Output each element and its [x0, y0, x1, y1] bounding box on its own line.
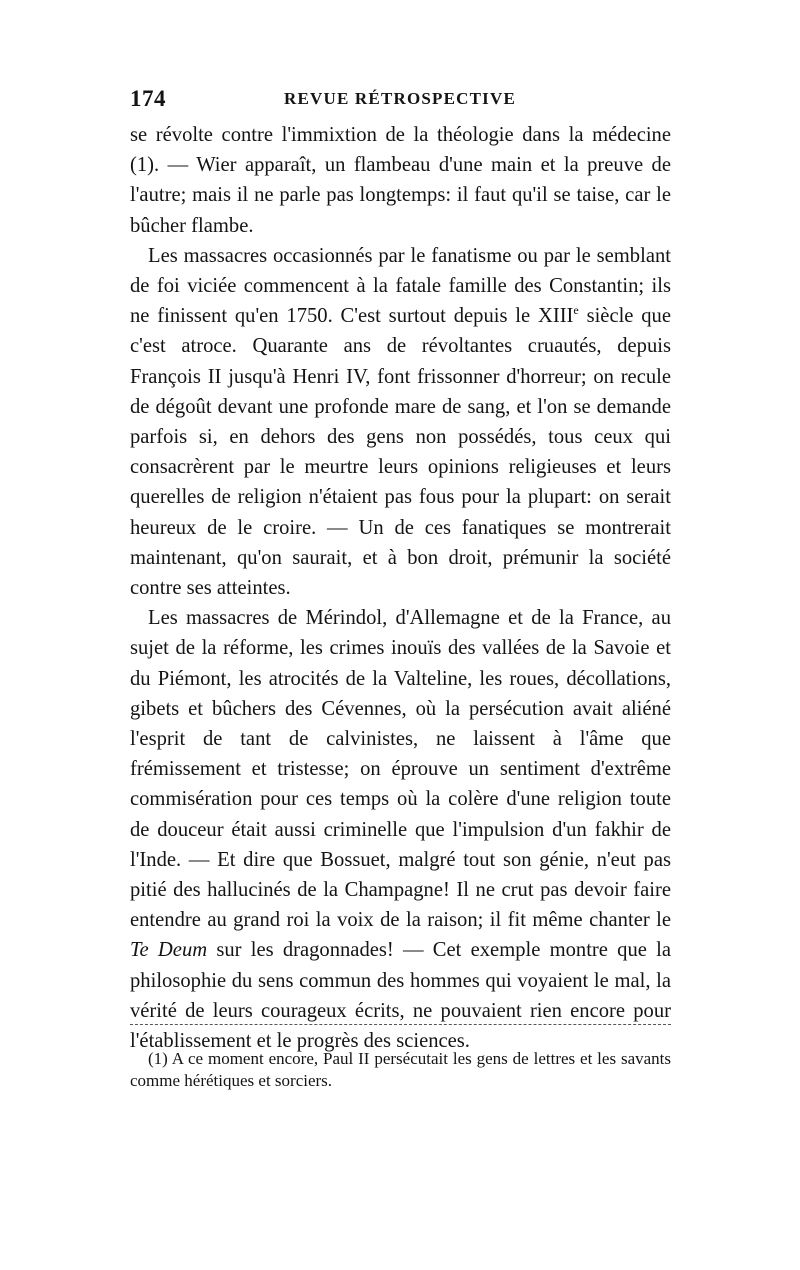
- page-number: 174: [130, 86, 166, 111]
- running-title: REVUE RÉTROSPECTIVE: [283, 89, 517, 108]
- te-deum-italic: Te Deum: [130, 939, 208, 962]
- paragraph-2: [130, 241, 671, 603]
- paragraph-1-text: se révolte contre l'immixtion de la théologie dans la médecine (1). — Wier apparaît, un flambeau d'une main et la preuve de l'autre; mais il ne parle pas longtemps: il faut qu'il se taise, car le bûcher flambe.: [130, 124, 671, 237]
- century-superscript: e: [573, 303, 579, 318]
- page-header: [130, 86, 670, 116]
- footnote-separator: [130, 1024, 671, 1025]
- paragraph-2-text-start: Les massacres occasionnés par le fanatisme ou par le semblant de foi viciée commencent à la fatale famille des Constantin; ils ne finissent qu'en 1750. C'est surtout depuis le: [130, 244, 671, 328]
- century-numeral: XIII: [537, 305, 574, 328]
- paragraph-1: [130, 120, 671, 241]
- footnote: (1) A ce moment encore, Paul II persécutait les gens de lettres et les savants comme hérétiques et sorciers.: [130, 1049, 671, 1090]
- paragraph-3: [130, 603, 671, 1056]
- body-text: [130, 120, 671, 1056]
- paragraph-3-text-end: sur les dragonnades! — Cet exemple montre que la philosophie du sens commun des hommes qui voyaient le mal, la vérité de leurs courageux écrits, ne pouvaient rien encore pour l'établissement et le progrès des sciences.: [130, 939, 671, 1053]
- paragraph-3-text-start: Les massacres de Mérindol, d'Allemagne et de la France, au sujet de la réforme, les crimes inouïs des vallées de la Savoie et du Piémont, les atrocités de la Valteline, les roues, décollations, gibets et bûchers des Cévennes, où la persécution avait aliéné l'esprit de tant de calvinistes, ne laissent à l'âme que frémissement et tristesse; on éprouve un sentiment d'extrême commisération pour ces temps où la colère d'une religion toute de douceur était aussi criminelle que l'impulsion d'un fakhir de l'Inde. — Et dire que Bossuet, malgré tout son génie, n'eut pas pitié des hallucinés de la Champagne! Il ne crut pas devoir faire entendre au grand roi la voix de la raison; il fit même chanter le: [130, 607, 671, 932]
- paragraph-2-text-end: siècle que c'est atroce. Quarante ans de révoltantes cruautés, depuis François II jusqu'à Henri IV, font frissonner d'horreur; on recule de dégoût devant une profonde mare de sang, et l'on se demande parfois si, en dehors des gens non possédés, tous ceux qui consacrèrent par le meurtre leurs opinions religieuses et leurs querelles de religion n'étaient pas fous pour la plupart: on serait heureux de le croire. — Un de ces fanatiques se montrerait maintenant, qu'on saurait, et à bon droit, prémunir la société contre ses atteintes.: [130, 305, 671, 600]
